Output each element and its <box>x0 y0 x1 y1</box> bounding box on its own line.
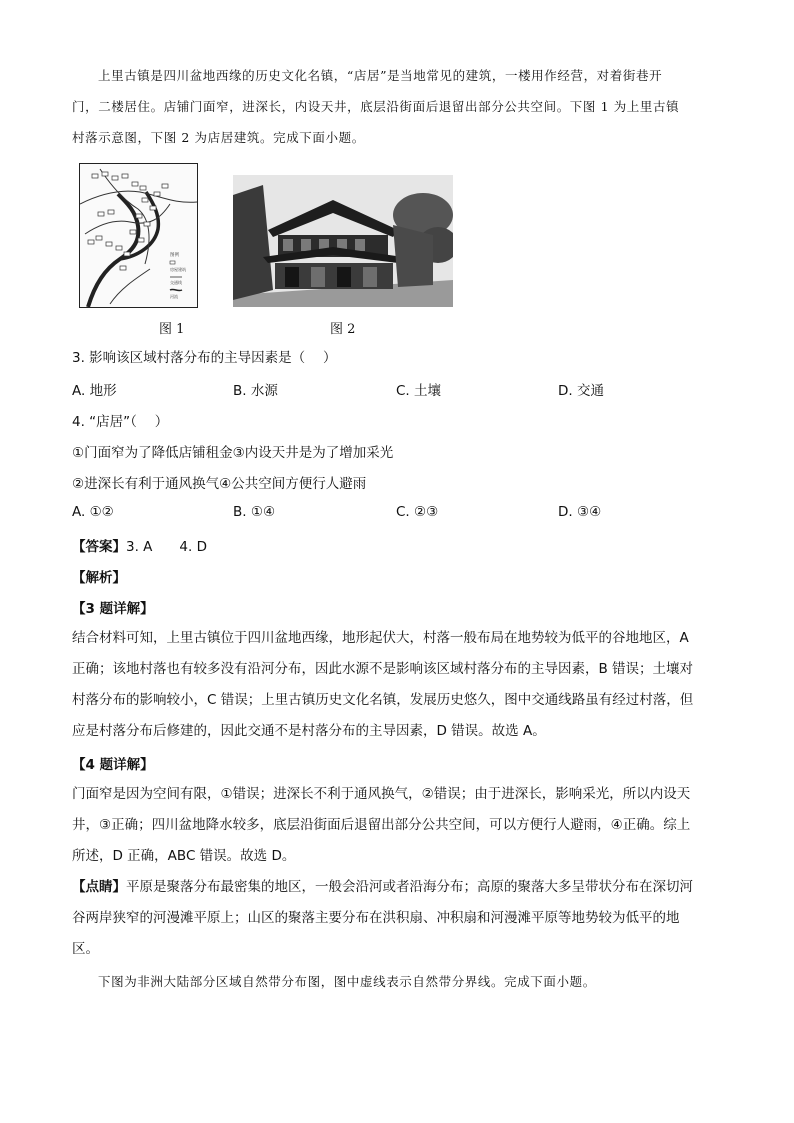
legend-title: 图例 <box>170 253 179 258</box>
detail-3-paragraph <box>72 623 722 747</box>
figure-2-caption: 图 2 <box>330 322 356 337</box>
detail-3-line-4: 应是村落分布后修建的，因此交通不是村落分布的主导因素，D 错误。故选 A。 <box>72 723 546 739</box>
q3-option-a: A. 地形 <box>72 383 117 399</box>
tip-line-1 <box>72 872 722 903</box>
intro-line-2: 门，二楼居住。店铺门面窄，进深长，内设天井，底层沿街面后退留出部分公共空间。下图 1 为上里古镇 <box>72 99 680 114</box>
detail-4-paragraph <box>72 779 722 872</box>
legend-building-label: 房屋建筑 <box>170 267 186 272</box>
shop-dwelling-drawing <box>233 175 453 307</box>
detail-4-line-3: 所述，D 正确，ABC 错误。故选 D。 <box>72 848 296 864</box>
next-section-intro: 下图为非洲大陆部分区域自然带分布图，图中虚线表示自然带分界线。完成下面小题。 <box>98 974 596 989</box>
answer-text: 3. A 4. D <box>126 539 207 555</box>
village-map-figure <box>79 163 198 308</box>
q4-option-b: B. ①④ <box>233 504 276 520</box>
answer-label: 【答案】 <box>72 539 126 555</box>
intro-line-1: 上里古镇是四川盆地西缘的历史文化名镇，“店居”是当地常见的建筑，一楼用作经营，对着街巷开 <box>98 68 663 83</box>
q4-option-d: D. ③④ <box>558 504 602 520</box>
detail-4-line-1: 门面窄是因为空间有限，①错误；进深长不利于通风换气，②错误；由于进深长，影响采光，所以内设天 <box>72 786 691 802</box>
detail-3-label: 【3 题详解】 <box>72 601 154 617</box>
q3-option-d: D. 交通 <box>558 383 604 399</box>
q4-option-c: C. ②③ <box>396 504 439 520</box>
tip-line-3: 区。 <box>72 941 99 957</box>
legend-road-label: 交通线 <box>170 280 182 285</box>
tip-line-1-text: 平原是聚落分布最密集的地区，一般会沿河或者沿海分布；高原的聚落大多呈带状分布在深切河 <box>126 879 693 895</box>
intro-line-3: 村落示意图，下图 2 为店居建筑。完成下面小题。 <box>72 130 365 145</box>
question-3-stem: 3. 影响该区域村落分布的主导因素是（ ） <box>72 350 337 366</box>
analysis-label: 【解析】 <box>72 570 126 586</box>
tip-label: 【点睛】 <box>72 879 126 895</box>
tip-line-2: 谷两岸狭窄的河漫滩平原上；山区的聚落主要分布在洪积扇、冲积扇和河漫滩平原等地势较为低平的地 <box>72 910 680 926</box>
tip-paragraph <box>72 872 722 965</box>
q3-option-b: B. 水源 <box>233 383 278 399</box>
shop-dwelling-photo <box>233 175 453 307</box>
q4-statement-line-2: ②进深长有利于通风换气④公共空间方便行人避雨 <box>72 476 367 492</box>
answer-line <box>72 535 207 555</box>
question-4-stem: 4. “店居”（ ） <box>72 414 169 430</box>
q3-option-c: C. 土壤 <box>396 383 442 399</box>
village-map-drawing <box>80 164 197 307</box>
detail-3-line-1: 结合材料可知，上里古镇位于四川盆地西缘，地形起伏大，村落一般布局在地势较为低平的谷地地区，A <box>72 630 689 646</box>
detail-3-line-2: 正确；该地村落也有较多没有沿河分布，因此水源不是影响该区域村落分布的主导因素，B 错误；土壤对 <box>72 661 694 677</box>
q4-statement-line-1: ①门面窄为了降低店铺租金③内设天井是为了增加采光 <box>72 445 394 461</box>
figure-1-caption: 图 1 <box>159 322 185 337</box>
legend-river-label: 河流 <box>170 294 178 299</box>
detail-4-label: 【4 题详解】 <box>72 757 154 773</box>
detail-3-line-3: 村落分布的影响较小，C 错误；上里古镇历史文化名镇，发展历史悠久，图中交通线路虽有经过村落，但 <box>72 692 694 708</box>
detail-4-line-2: 井，③正确；四川盆地降水较多，底层沿街面后退留出部分公共空间，可以方便行人避雨，④正确。综上 <box>72 817 691 833</box>
q4-option-a: A. ①② <box>72 504 114 520</box>
intro-paragraph <box>72 60 722 153</box>
